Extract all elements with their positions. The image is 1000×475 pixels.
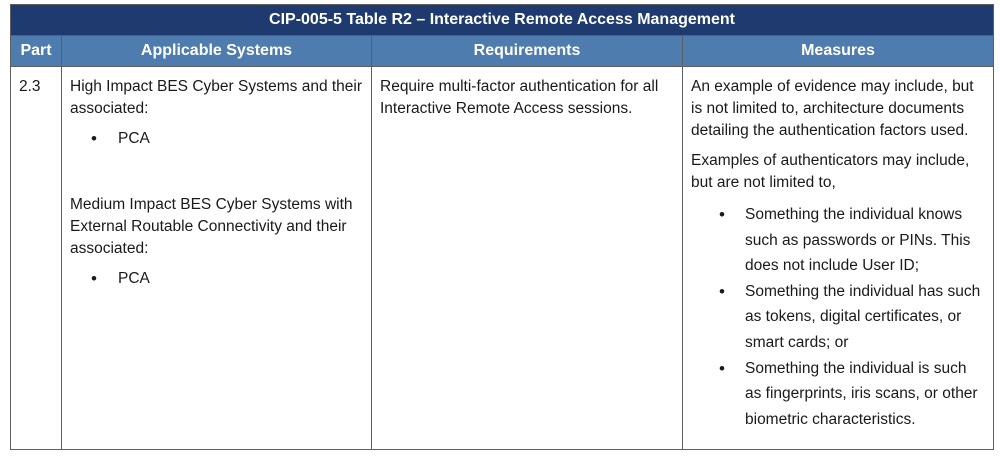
- header-requirements: Requirements: [372, 36, 683, 67]
- table-header-row: [11, 36, 994, 67]
- table-title-row: [11, 5, 994, 36]
- part-number-cell: 2.3: [11, 67, 62, 450]
- header-part: Part: [11, 36, 62, 67]
- table-title: CIP-005-5 Table R2 – Interactive Remote Access Management: [11, 5, 994, 36]
- list-item: • PCA: [118, 268, 363, 290]
- table-row: [11, 67, 994, 450]
- list-item: • Something the individual knows such as passwords or PINs. This does not include User ID;: [745, 202, 985, 279]
- requirement-text: Require multi-factor authentication for all Interactive Remote Access sessions.: [380, 78, 659, 117]
- high-impact-systems-text: High Impact BES Cyber Systems and their associated:: [70, 78, 363, 117]
- measures-evidence-text: An example of evidence may include, but is not limited to, architecture documents detailing the authentication factors used.: [691, 78, 974, 139]
- spacer: [70, 150, 363, 194]
- high-impact-assets-list: [70, 128, 363, 150]
- applicable-systems-cell: [62, 67, 372, 450]
- header-measures: Measures: [683, 36, 994, 67]
- medium-impact-assets-list: [70, 268, 363, 290]
- authenticators-list: [691, 202, 985, 432]
- requirements-cell: [372, 67, 683, 450]
- measures-cell: [683, 67, 994, 450]
- medium-impact-systems-text: Medium Impact BES Cyber Systems with External Routable Connectivity and their associated:: [70, 196, 353, 257]
- header-applicable-systems: Applicable Systems: [62, 36, 372, 67]
- list-item: • Something the individual has such as tokens, digital certificates, or smart cards; or: [745, 279, 985, 356]
- requirements-table-container: [10, 4, 993, 450]
- requirements-table: [10, 4, 994, 450]
- list-item: • Something the individual is such as fingerprints, iris scans, or other biometric characteristics.: [745, 356, 985, 433]
- measures-authenticators-intro: Examples of authenticators may include, but are not limited to,: [691, 152, 970, 191]
- list-item: • PCA: [118, 128, 363, 150]
